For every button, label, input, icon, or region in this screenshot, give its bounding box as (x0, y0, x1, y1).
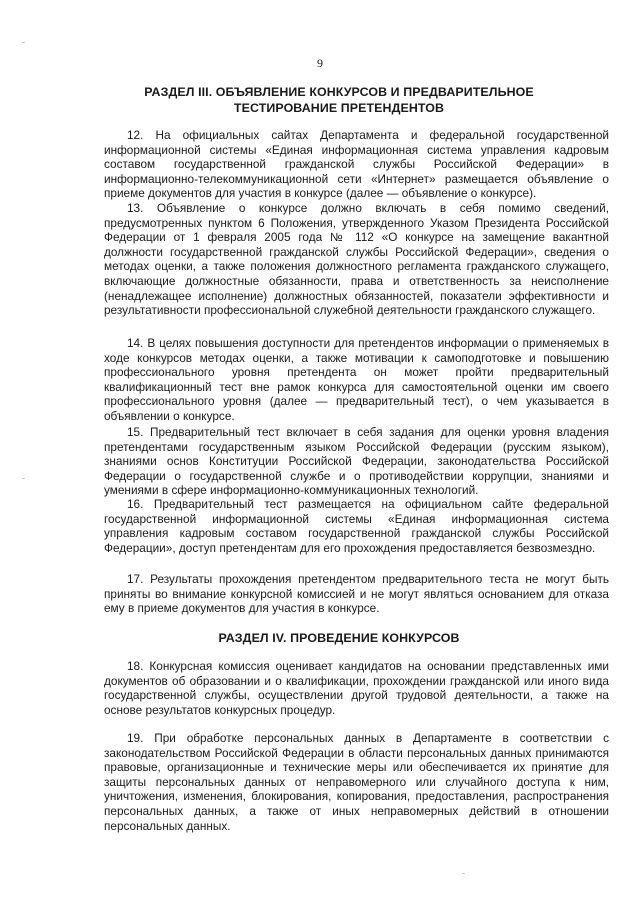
paragraph-14: 14. В целях повышения доступности для претендентов информации о применяемых в ходе конкурсов методах оценки, а также мотивации к самоподготовке и повышению профессионального уровня претендента он может пройти предварительный квалификационный тест вне рамок конкурса для самостоятельной оценки им своего профессионального уровня (далее — предварительный тест), о чем указывается в объявлении о конкурсе. (104, 336, 609, 423)
section-3-title-line-1: РАЗДЕЛ III. ОБЪЯВЛЕНИЕ КОНКУРСОВ И ПРЕДВАРИТЕЛЬНОЕ (144, 85, 534, 99)
paragraph-15: 15. Предварительный тест включает в себя задания для оценки уровня владения претендентами государственным языком Российской Федерации (русским языком), знаниями основ Конституции Российской Федерации, законодательства Российской Федерации о государственной службе и о противодействии коррупции, знаниями и умениями в сфере информационно-коммуникационных технологий. (104, 425, 609, 498)
page-number: 9 (317, 56, 323, 70)
paragraph-17: 17. Результаты прохождения претендентом предварительного теста не могут быть приняты во внимание конкурсной комиссией и не могут являться основанием для отказа ему в приеме документов для участия в конкурсе. (104, 572, 609, 616)
section-4-title: РАЗДЕЛ IV. ПРОВЕДЕНИЕ КОНКУРСОВ (218, 631, 460, 645)
scan-speck (22, 478, 25, 479)
scan-speck (22, 42, 25, 43)
section-3-title (100, 84, 578, 116)
paragraph-18: 18. Конкурсная комиссия оценивает кандидатов на основании представленных ими документов об образовании и о квалификации, прохождении гражданской или иного вида государственной службы, осуществлении другой трудовой деятельности, а также на основе результатов конкурсных процедур. (104, 659, 609, 717)
paragraph-16: 16. Предварительный тест размещается на официальном сайте федеральной государственной информационной системы «Единая информационная система управления кадровым составом государственной гражданской службы Российской Федерации», доступ претендентам для его прохождения предоставляется безвозмездно. (104, 497, 609, 555)
section-3-title-line-2: ТЕСТИРОВАНИЕ ПРЕТЕНДЕНТОВ (233, 101, 445, 115)
scan-speck (462, 873, 465, 874)
paragraph-13: 13. Объявление о конкурсе должно включать в себя помимо сведений, предусмотренных пунктом 6 Положения, утвержденного Указом Президента Российской Федерации от 1 февраля 2005 года № 112 «О конкурсе на замещение вакантной должности государственной гражданской службы Российской Федерации», сведения о методах оценки, а также положения должностного регламента гражданского служащего, включающие должностные обязанности, права и ответственность за неисполнение (ненадлежащее исполнение) должностных обязанностей, показатели эффективности и результативности профессиональной служебной деятельности гражданского служащего. (104, 201, 609, 318)
paragraph-12: 12. На официальных сайтах Департамента и федеральной государственной информационной системы «Единая информационная система управления кадровым составом государственной гражданской службы Российской Федерации» в информационно-телекоммуникационной сети «Интернет» размещается объявление о приеме документов для участия в конкурсе (далее — объявление о конкурсе). (104, 128, 609, 201)
paragraph-19: 19. При обработке персональных данных в Департаменте в соответствии с законодательством Российской Федерации в области персональных данных принимаются правовые, организационные и технические меры или обеспечивается их принятие для защиты персональных данных от неправомерного или случайного доступа к ним, уничтожения, изменения, блокирования, копирования, предоставления, распространения персональных данных, а также от иных неправомерных действий в отношении персональных данных. (104, 731, 609, 833)
